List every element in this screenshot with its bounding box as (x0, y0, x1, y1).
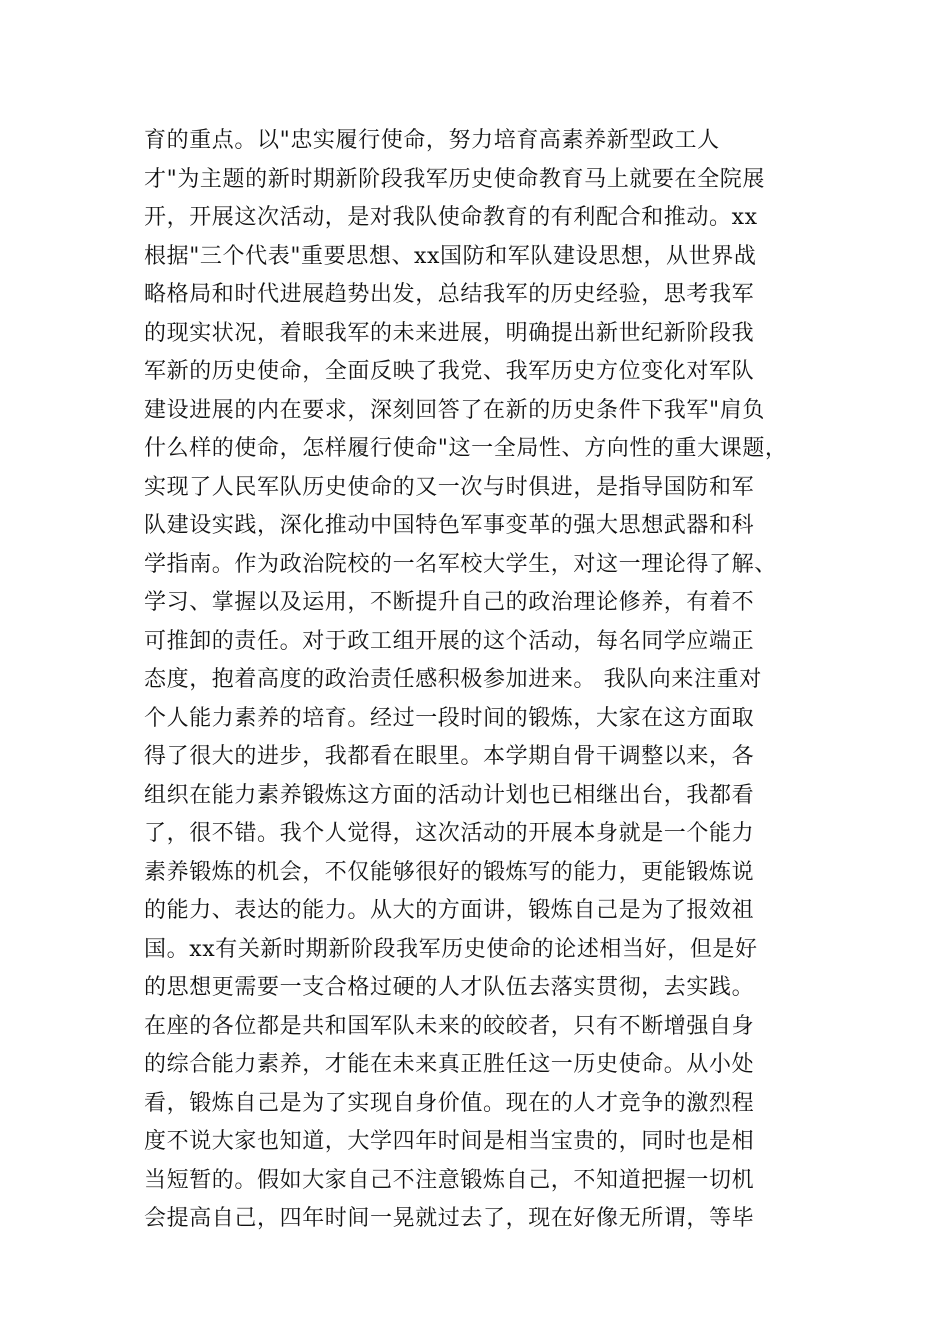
text-line: 了，很不错。我个人觉得，这次活动的开展本身就是一个能力 (144, 821, 755, 846)
text-line: 个人能力素养的培育。经过一段时间的锻炼，大家在这方面取 (144, 705, 755, 731)
text-line: 什么样的使命，怎样履行使命"这一全局性、方向性的重大课题， (144, 436, 788, 461)
body-text (144, 122, 824, 1239)
text-line: 的能力、表达的能力。从大的方面讲，锻炼自己是为了报效祖 (144, 898, 755, 923)
text-line: 可推卸的责任。对于政工组开展的这个活动，每名同学应端正 (144, 628, 755, 654)
text-line: 看，锻炼自己是为了实现自身价值。现在的人才竞争的激烈程 (144, 1090, 755, 1116)
text-line: 育的重点。以"忠实履行使命，努力培育高素养新型政工人 (144, 128, 720, 153)
text-line: 当短暂的。假如大家自己不注意锻炼自己，不知道把握一切机 (144, 1167, 755, 1193)
text-line: 度不说大家也知道，大学四年时间是相当宝贵的，同时也是相 (144, 1129, 755, 1154)
text-line: 根据"三个代表"重要思想、xx国防和军队建设思想，从世界战 (144, 243, 757, 269)
text-line: 实现了人民军队历史使命的又一次与时俱进，是指导国防和军 (144, 474, 755, 500)
text-line: 会提高自己，四年时间一晃就过去了，现在好像无所谓，等毕 (144, 1206, 755, 1231)
text-line: 学指南。作为政治院校的一名军校大学生，对这一理论得了解、 (144, 551, 777, 577)
text-line: 组织在能力素养锻炼这方面的活动计划也已相继出台，我都看 (144, 782, 755, 808)
text-line: 国。xx有关新时期新阶段我军历史使命的论述相当好，但是好 (144, 936, 758, 962)
text-line: 学习、掌握以及运用，不断提升自己的政治理论修养，有着不 (144, 590, 755, 615)
text-line: 才"为主题的新时期新阶段我军历史使命教育马上就要在全院展 (144, 166, 765, 192)
text-line: 开，开展这次活动，是对我队使命教育的有利配合和推动。xx (144, 205, 758, 230)
text-line: 的现实状况，着眼我军的未来进展，明确提出新世纪新阶段我 (144, 320, 755, 346)
text-line: 略格局和时代进展趋势出发，总结我军的历史经验，思考我军 (144, 282, 755, 307)
text-line: 态度，抱着高度的政治责任感积极参加进来。 我队向来注重对 (144, 667, 762, 692)
text-line: 军新的历史使命，全面反映了我党、我军历史方位变化对军队 (144, 359, 755, 384)
text-line: 的思想更需要一支合格过硬的人才队伍去落实贯彻，去实践。 (144, 975, 755, 1000)
text-line: 的综合能力素养，才能在未来真正胜任这一历史使命。从小处 (144, 1052, 755, 1077)
text-line: 建设进展的内在要求，深刻回答了在新的历史条件下我军"肩负 (144, 397, 765, 423)
text-line: 得了很大的进步，我都看在眼里。本学期自骨干调整以来，各 (144, 744, 755, 769)
text-line: 队建设实践，深化推动中国特色军事变革的强大思想武器和科 (144, 513, 755, 538)
text-line: 素养锻炼的机会，不仅能够很好的锻炼写的能力，更能锻炼说 (144, 859, 755, 885)
text-line: 在座的各位都是共和国军队未来的皎皎者，只有不断增强自身 (144, 1013, 755, 1039)
